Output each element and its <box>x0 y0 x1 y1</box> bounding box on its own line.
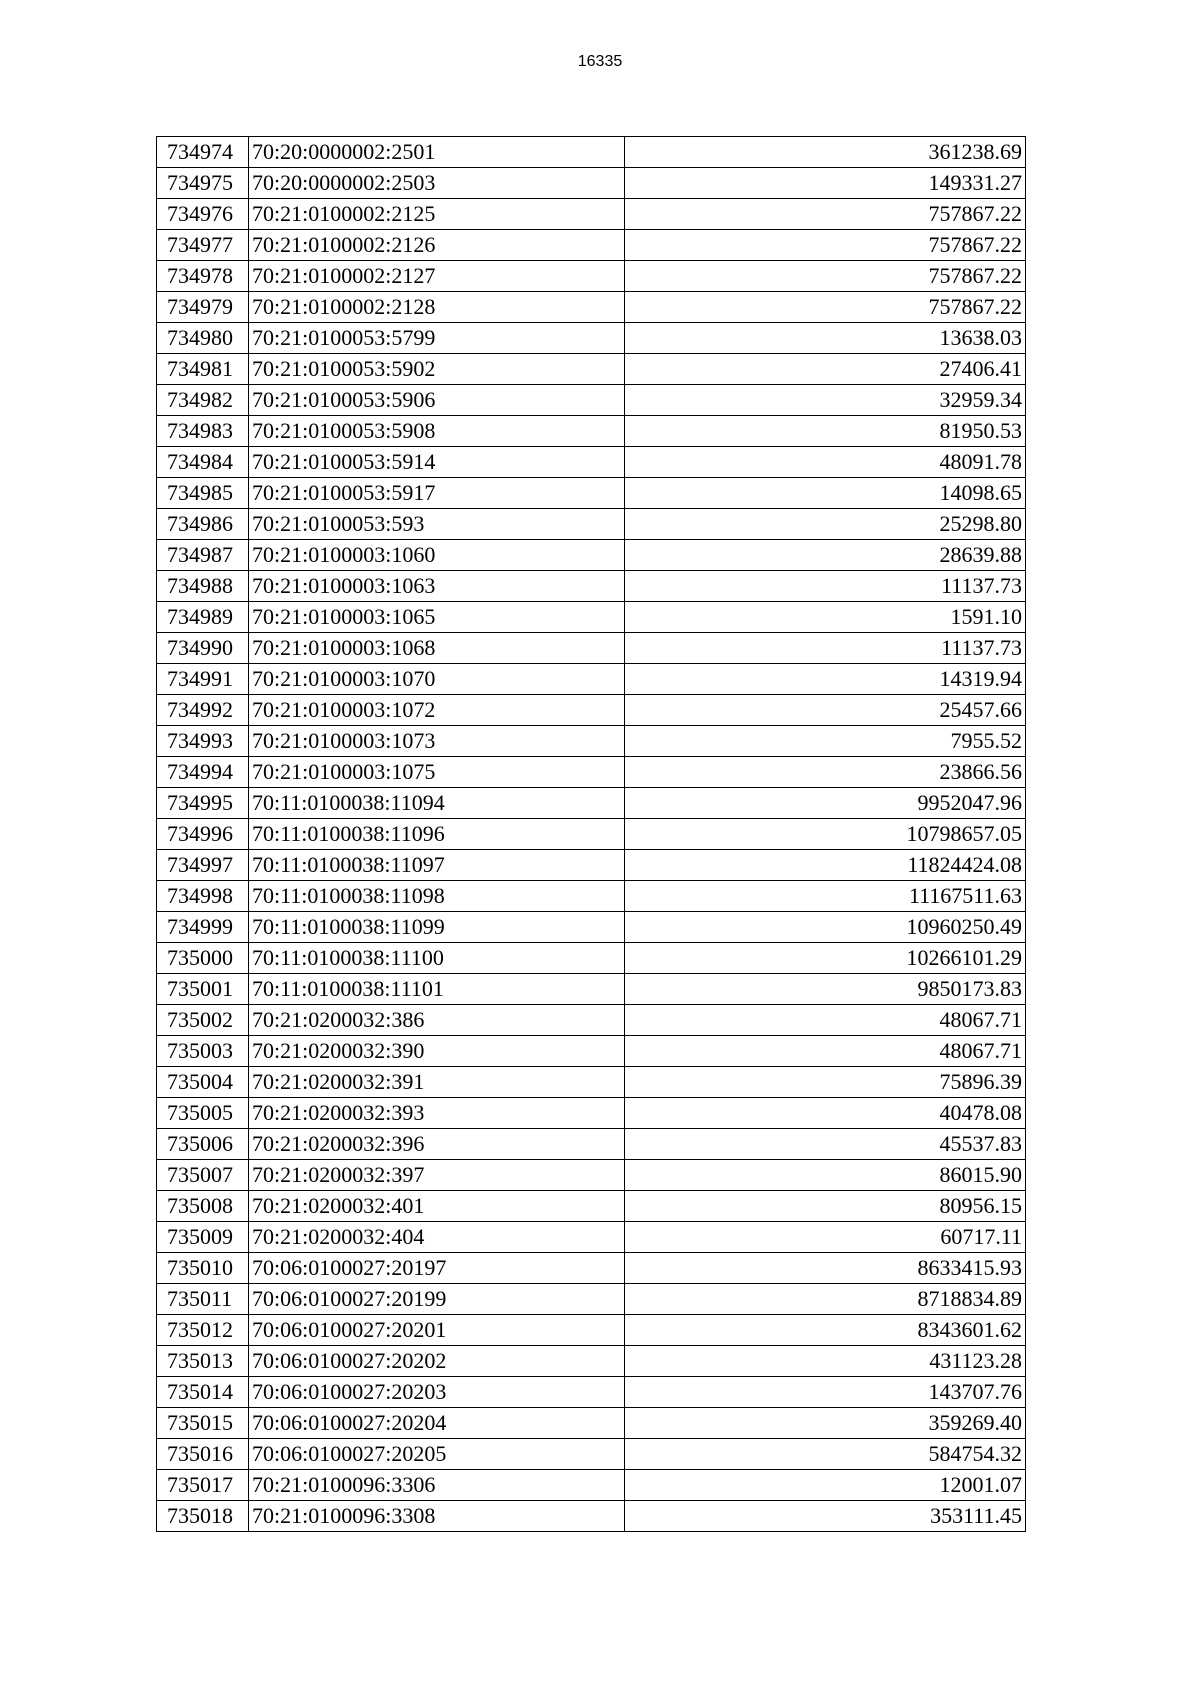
value-cell: 353111.45 <box>625 1501 1026 1532</box>
row-id-cell: 734988 <box>157 571 249 602</box>
row-id-cell: 735003 <box>157 1036 249 1067</box>
value-cell: 14098.65 <box>625 478 1026 509</box>
value-cell: 23866.56 <box>625 757 1026 788</box>
value-cell: 13638.03 <box>625 323 1026 354</box>
value-cell: 48067.71 <box>625 1036 1026 1067</box>
page-number: 16335 <box>577 53 623 70</box>
value-cell: 149331.27 <box>625 168 1026 199</box>
cadastral-number-cell: 70:11:0100038:11096 <box>249 819 625 850</box>
table-row <box>157 571 1026 602</box>
row-id-cell: 735012 <box>157 1315 249 1346</box>
cadastral-number-cell: 70:11:0100038:11097 <box>249 850 625 881</box>
cadastral-number-cell: 70:21:0100002:2126 <box>249 230 625 261</box>
table-row <box>157 912 1026 943</box>
row-id-cell: 734975 <box>157 168 249 199</box>
table-row <box>157 1191 1026 1222</box>
value-cell: 1591.10 <box>625 602 1026 633</box>
row-id-cell: 734997 <box>157 850 249 881</box>
value-cell: 757867.22 <box>625 292 1026 323</box>
cadastral-number-cell: 70:06:0100027:20197 <box>249 1253 625 1284</box>
row-id-cell: 734977 <box>157 230 249 261</box>
value-cell: 14319.94 <box>625 664 1026 695</box>
cadastral-number-cell: 70:21:0100053:5906 <box>249 385 625 416</box>
row-id-cell: 735002 <box>157 1005 249 1036</box>
value-cell: 359269.40 <box>625 1408 1026 1439</box>
cadastral-number-cell: 70:21:0200032:397 <box>249 1160 625 1191</box>
value-cell: 11137.73 <box>625 571 1026 602</box>
row-id-cell: 735016 <box>157 1439 249 1470</box>
cadastral-number-cell: 70:21:0100002:2127 <box>249 261 625 292</box>
row-id-cell: 734974 <box>157 137 249 168</box>
value-cell: 9952047.96 <box>625 788 1026 819</box>
row-id-cell: 735005 <box>157 1098 249 1129</box>
cadastral-number-cell: 70:21:0100003:1073 <box>249 726 625 757</box>
row-id-cell: 734993 <box>157 726 249 757</box>
row-id-cell: 734986 <box>157 509 249 540</box>
row-id-cell: 734987 <box>157 540 249 571</box>
table-row <box>157 633 1026 664</box>
cadastral-number-cell: 70:06:0100027:20199 <box>249 1284 625 1315</box>
table-row <box>157 1253 1026 1284</box>
table-row <box>157 354 1026 385</box>
table-row <box>157 881 1026 912</box>
value-cell: 8343601.62 <box>625 1315 1026 1346</box>
table-row <box>157 788 1026 819</box>
value-cell: 48091.78 <box>625 447 1026 478</box>
row-id-cell: 734983 <box>157 416 249 447</box>
table-row <box>157 230 1026 261</box>
value-cell: 75896.39 <box>625 1067 1026 1098</box>
value-cell: 45537.83 <box>625 1129 1026 1160</box>
cadastral-number-cell: 70:11:0100038:11101 <box>249 974 625 1005</box>
table-row <box>157 1129 1026 1160</box>
cadastral-number-cell: 70:06:0100027:20204 <box>249 1408 625 1439</box>
cadastral-number-cell: 70:21:0200032:396 <box>249 1129 625 1160</box>
table-row <box>157 726 1026 757</box>
value-cell: 8718834.89 <box>625 1284 1026 1315</box>
table-row <box>157 478 1026 509</box>
value-cell: 11137.73 <box>625 633 1026 664</box>
value-cell: 60717.11 <box>625 1222 1026 1253</box>
table-body <box>157 137 1026 1532</box>
table-row <box>157 416 1026 447</box>
table-row <box>157 974 1026 1005</box>
table-row <box>157 602 1026 633</box>
value-cell: 80956.15 <box>625 1191 1026 1222</box>
table-row <box>157 385 1026 416</box>
row-id-cell: 735008 <box>157 1191 249 1222</box>
table-row <box>157 819 1026 850</box>
row-id-cell: 734985 <box>157 478 249 509</box>
cadastral-number-cell: 70:21:0200032:401 <box>249 1191 625 1222</box>
row-id-cell: 734996 <box>157 819 249 850</box>
row-id-cell: 734976 <box>157 199 249 230</box>
row-id-cell: 735007 <box>157 1160 249 1191</box>
cadastral-number-cell: 70:11:0100038:11098 <box>249 881 625 912</box>
cadastral-number-cell: 70:20:0000002:2503 <box>249 168 625 199</box>
row-id-cell: 735017 <box>157 1470 249 1501</box>
table-row <box>157 757 1026 788</box>
cadastral-number-cell: 70:21:0100053:5908 <box>249 416 625 447</box>
cadastral-number-cell: 70:21:0100096:3306 <box>249 1470 625 1501</box>
cadastral-number-cell: 70:21:0100002:2128 <box>249 292 625 323</box>
value-cell: 27406.41 <box>625 354 1026 385</box>
value-cell: 81950.53 <box>625 416 1026 447</box>
table-row <box>157 199 1026 230</box>
row-id-cell: 734991 <box>157 664 249 695</box>
cadastral-number-cell: 70:21:0100096:3308 <box>249 1501 625 1532</box>
table-row <box>157 850 1026 881</box>
table-row <box>157 1346 1026 1377</box>
row-id-cell: 734981 <box>157 354 249 385</box>
table-row <box>157 137 1026 168</box>
row-id-cell: 734994 <box>157 757 249 788</box>
value-cell: 143707.76 <box>625 1377 1026 1408</box>
cadastral-number-cell: 70:21:0100003:1072 <box>249 695 625 726</box>
value-cell: 28639.88 <box>625 540 1026 571</box>
row-id-cell: 735000 <box>157 943 249 974</box>
table-row <box>157 1005 1026 1036</box>
row-id-cell: 734995 <box>157 788 249 819</box>
cadastral-number-cell: 70:21:0100003:1065 <box>249 602 625 633</box>
table-row <box>157 540 1026 571</box>
table-row <box>157 1284 1026 1315</box>
cadastral-number-cell: 70:21:0100003:1060 <box>249 540 625 571</box>
value-cell: 86015.90 <box>625 1160 1026 1191</box>
value-cell: 757867.22 <box>625 261 1026 292</box>
row-id-cell: 734999 <box>157 912 249 943</box>
value-cell: 8633415.93 <box>625 1253 1026 1284</box>
row-id-cell: 734998 <box>157 881 249 912</box>
table-row <box>157 1160 1026 1191</box>
row-id-cell: 735004 <box>157 1067 249 1098</box>
cadastral-number-cell: 70:21:0200032:404 <box>249 1222 625 1253</box>
row-id-cell: 735001 <box>157 974 249 1005</box>
table-row <box>157 1315 1026 1346</box>
row-id-cell: 734990 <box>157 633 249 664</box>
row-id-cell: 735015 <box>157 1408 249 1439</box>
cadastral-number-cell: 70:21:0100053:5914 <box>249 447 625 478</box>
cadastral-number-cell: 70:06:0100027:20205 <box>249 1439 625 1470</box>
row-id-cell: 735014 <box>157 1377 249 1408</box>
table-row <box>157 695 1026 726</box>
row-id-cell: 734979 <box>157 292 249 323</box>
value-cell: 25298.80 <box>625 509 1026 540</box>
cadastral-number-cell: 70:21:0100053:5799 <box>249 323 625 354</box>
cadastral-number-cell: 70:11:0100038:11094 <box>249 788 625 819</box>
cadastral-number-cell: 70:21:0100003:1070 <box>249 664 625 695</box>
table-row <box>157 292 1026 323</box>
cadastral-number-cell: 70:21:0200032:390 <box>249 1036 625 1067</box>
cadastral-number-cell: 70:06:0100027:20201 <box>249 1315 625 1346</box>
cadastral-number-cell: 70:06:0100027:20203 <box>249 1377 625 1408</box>
cadastral-number-cell: 70:21:0200032:386 <box>249 1005 625 1036</box>
table-row <box>157 261 1026 292</box>
row-id-cell: 735018 <box>157 1501 249 1532</box>
row-id-cell: 734978 <box>157 261 249 292</box>
row-id-cell: 735006 <box>157 1129 249 1160</box>
row-id-cell: 735013 <box>157 1346 249 1377</box>
value-cell: 40478.08 <box>625 1098 1026 1129</box>
table-row <box>157 664 1026 695</box>
value-cell: 11824424.08 <box>625 850 1026 881</box>
row-id-cell: 734984 <box>157 447 249 478</box>
cadastral-number-cell: 70:21:0100003:1075 <box>249 757 625 788</box>
row-id-cell: 734980 <box>157 323 249 354</box>
table-row <box>157 1501 1026 1532</box>
value-cell: 9850173.83 <box>625 974 1026 1005</box>
value-cell: 10266101.29 <box>625 943 1026 974</box>
table-row <box>157 509 1026 540</box>
value-cell: 7955.52 <box>625 726 1026 757</box>
value-cell: 757867.22 <box>625 230 1026 261</box>
value-cell: 11167511.63 <box>625 881 1026 912</box>
cadastral-number-cell: 70:11:0100038:11100 <box>249 943 625 974</box>
cadastral-number-cell: 70:21:0100053:593 <box>249 509 625 540</box>
row-id-cell: 734982 <box>157 385 249 416</box>
row-id-cell: 734992 <box>157 695 249 726</box>
table-row <box>157 1408 1026 1439</box>
cadastral-number-cell: 70:06:0100027:20202 <box>249 1346 625 1377</box>
table-row <box>157 1222 1026 1253</box>
cadastral-number-cell: 70:21:0100053:5917 <box>249 478 625 509</box>
table-row <box>157 1377 1026 1408</box>
table-row <box>157 168 1026 199</box>
value-cell: 584754.32 <box>625 1439 1026 1470</box>
row-id-cell: 735011 <box>157 1284 249 1315</box>
cadastral-number-cell: 70:21:0100003:1068 <box>249 633 625 664</box>
table-row <box>157 1439 1026 1470</box>
row-id-cell: 735009 <box>157 1222 249 1253</box>
table-row <box>157 1098 1026 1129</box>
cadastral-number-cell: 70:21:0100053:5902 <box>249 354 625 385</box>
data-table <box>156 136 1026 1532</box>
value-cell: 10960250.49 <box>625 912 1026 943</box>
table-row <box>157 323 1026 354</box>
value-cell: 48067.71 <box>625 1005 1026 1036</box>
value-cell: 25457.66 <box>625 695 1026 726</box>
value-cell: 431123.28 <box>625 1346 1026 1377</box>
cadastral-number-cell: 70:11:0100038:11099 <box>249 912 625 943</box>
value-cell: 361238.69 <box>625 137 1026 168</box>
value-cell: 32959.34 <box>625 385 1026 416</box>
cadastral-number-cell: 70:21:0200032:391 <box>249 1067 625 1098</box>
table-row <box>157 943 1026 974</box>
cadastral-number-cell: 70:21:0100003:1063 <box>249 571 625 602</box>
table-row <box>157 1067 1026 1098</box>
row-id-cell: 734989 <box>157 602 249 633</box>
value-cell: 757867.22 <box>625 199 1026 230</box>
table-row <box>157 447 1026 478</box>
cadastral-number-cell: 70:21:0100002:2125 <box>249 199 625 230</box>
table-row <box>157 1470 1026 1501</box>
value-cell: 12001.07 <box>625 1470 1026 1501</box>
cadastral-number-cell: 70:21:0200032:393 <box>249 1098 625 1129</box>
row-id-cell: 735010 <box>157 1253 249 1284</box>
value-cell: 10798657.05 <box>625 819 1026 850</box>
cadastral-number-cell: 70:20:0000002:2501 <box>249 137 625 168</box>
table-row <box>157 1036 1026 1067</box>
